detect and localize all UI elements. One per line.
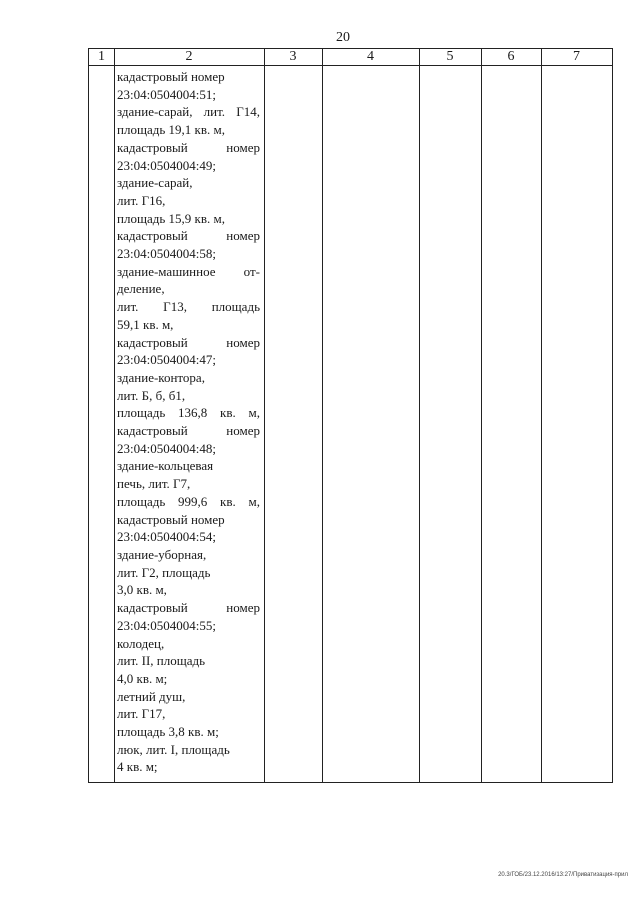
page-number: 20	[336, 30, 350, 45]
footer-stamp: 20.3/ГОБ/23.12.2016/13:27/Приватизация-прил	[498, 872, 628, 878]
cell-text-line: здание-контора,	[117, 369, 205, 385]
column-divider-3	[322, 49, 323, 782]
cell-text-line: 23:04:0504004:54;	[117, 529, 216, 545]
cell-text-line: лит. Г2, площадь	[117, 564, 211, 580]
cell-text-line: лит. Г17,	[117, 706, 166, 722]
column-divider-5	[481, 49, 482, 782]
column-2-cell-text	[117, 68, 260, 776]
cell-text-line: здание-машинное от-	[117, 263, 260, 279]
cell-text-line: кадастровый номер	[117, 69, 225, 84]
cell-text-line: летний душ,	[117, 688, 186, 704]
column-header-2: 2	[185, 49, 193, 64]
cell-text-line: 23:04:0504004:58;	[117, 246, 216, 262]
cell-text-line: кадастровый номер	[117, 334, 260, 350]
column-header-1: 1	[98, 49, 105, 64]
column-header-3: 3	[289, 49, 297, 64]
column-header-7: 7	[573, 49, 580, 64]
cell-text-line: колодец,	[117, 635, 165, 651]
cell-text-line: кадастровый номер	[117, 423, 260, 439]
cell-text-line: кадастровый номер	[117, 228, 260, 244]
column-header-4: 4	[367, 49, 374, 64]
cell-text-line: 23:04:0504004:48;	[117, 440, 216, 456]
cell-text-line: площадь 15,9 кв. м,	[117, 210, 225, 226]
column-header-6: 6	[507, 49, 515, 64]
cell-text-line: здание-сарай, лит. Г14,	[117, 104, 260, 120]
cell-text-line: кадастровый номер	[117, 600, 260, 616]
column-divider-4	[419, 49, 420, 782]
cell-text-line: печь, лит. Г7,	[117, 476, 191, 492]
cell-text-line: здание-уборная,	[117, 546, 207, 562]
cell-text-line: кадастровый номер	[117, 139, 260, 155]
cell-text-line: лит. II, площадь	[117, 653, 206, 669]
cell-text-line: 23:04:0504004:47;	[117, 352, 216, 368]
cell-text-line: 23:04:0504004:49;	[117, 157, 216, 173]
cell-text-line: 3,0 кв. м,	[117, 582, 167, 598]
cell-text-line: площадь 3,8 кв. м;	[117, 724, 219, 740]
cell-text-line: деление,	[117, 281, 165, 297]
column-divider-2	[264, 49, 265, 782]
cell-text-line: 59,1 кв. м,	[117, 316, 174, 332]
column-divider-6	[541, 49, 542, 782]
cell-text-line: 4 кв. м;	[117, 759, 158, 775]
cell-text-line: 23:04:0504004:51;	[117, 86, 216, 102]
cell-text-line: здание-кольцевая	[117, 458, 214, 474]
cell-text-line: 23:04:0504004:55;	[117, 617, 216, 633]
cell-text-line: кадастровый номер	[117, 511, 225, 527]
cell-text-line: люк, лит. I, площадь	[117, 741, 230, 757]
cell-text-line: площадь 999,6 кв. м,	[117, 493, 260, 509]
cell-text-line: здание-сарай,	[117, 175, 193, 191]
cell-text-line: площадь 136,8 кв. м,	[117, 405, 260, 421]
column-divider-1	[114, 49, 115, 782]
column-header-5: 5	[446, 49, 454, 64]
document-table	[88, 48, 613, 783]
cell-text-line: лит. Г16,	[117, 192, 166, 208]
cell-text-line: 4,0 кв. м;	[117, 670, 168, 686]
cell-text-line: лит. Б, б, б1,	[117, 387, 186, 403]
cell-text-line: лит. Г13, площадь	[117, 299, 260, 315]
header-row-divider	[89, 65, 612, 66]
cell-text-line: площадь 19,1 кв. м,	[117, 122, 225, 138]
